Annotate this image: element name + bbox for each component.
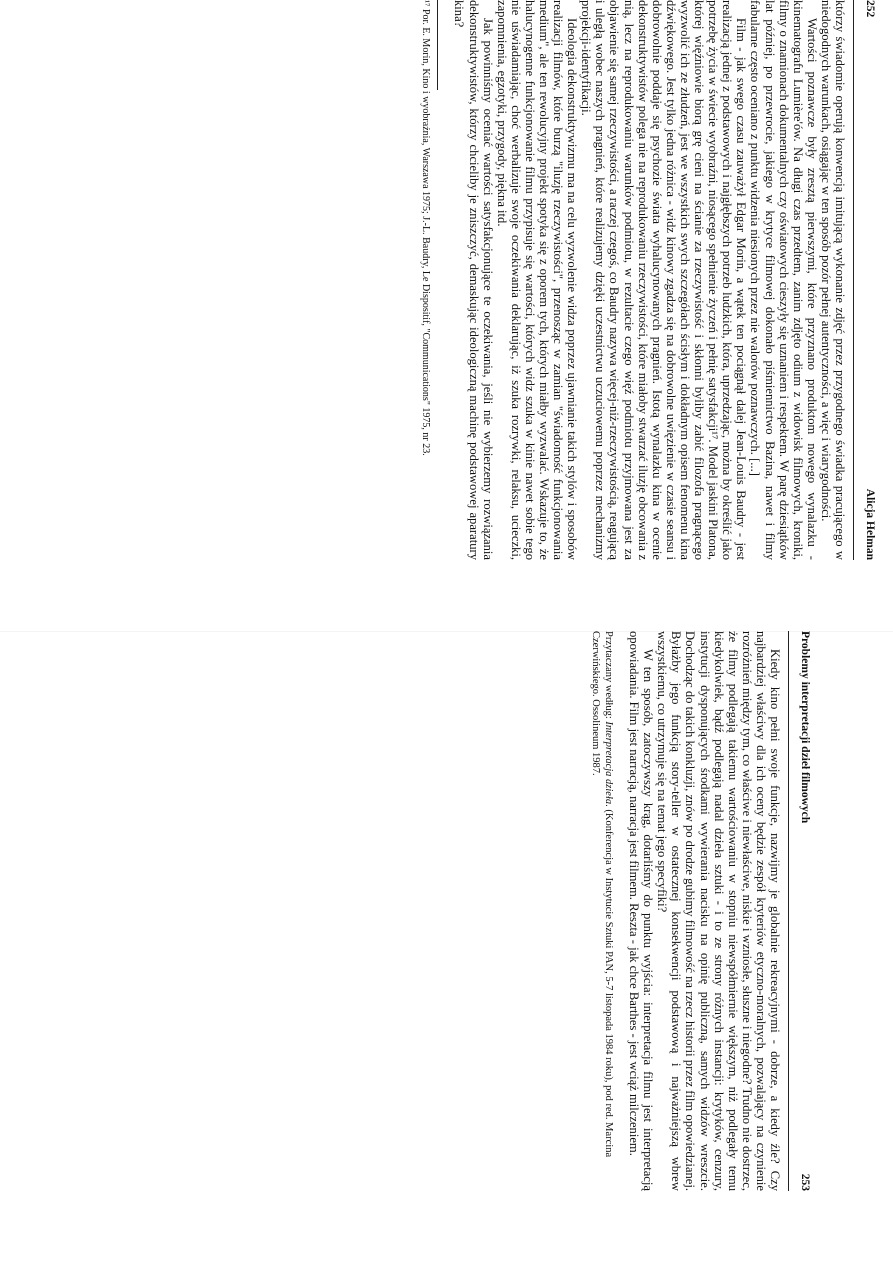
page-body — [452, 0, 847, 560]
running-head-253 — [788, 631, 815, 1191]
footnote-divider — [437, 0, 438, 90]
right-page-253 — [95, 631, 815, 1191]
paragraph: Film - jak swego czasu zauważył Edgar Morin, a wątek ten pociągnął dalej Jean-Louis Baudry - jest realizacją jednej z podstawowych i najgłębszych potrzeb ludzkich, która, uprzedzając, można by określić jako potrzebę życia w świecie wyobraźni, niosącego spełnienie życzeń i pełnię satysfakcji¹⁷. Model jaskini Platona, której więźniowie biorą grę cieni na ścianie za rzeczywistość i skłonni byliby zabić filozofa pragnącego wyzwolić ich ze złudzeń, jest we wszystkich swych szczegółach ścisłym i dokładnym opisem fenomenu kina dźwiękowego. Jest tylko jedna różnica - widz kinowy zgadza się na dobrowolne uwięzienie w czasie seansu i dobrowolnie poddaje się psychozie świata wyhalucynowanych pragnień. Istotą wynalazku kina w ocenie dekonstruktywistów polega nie na reprodukowaniu rzeczywistości, które miałoby stwarzać iluzję obcowania z nią, lecz na reprodukowaniu warunków podmiotu, w rezultacie czego więź podmiotu przyjmowana jest za objawienie się samej rzeczywistości, a raczej czegoś, co Baudry nazywa więcej-niż-rzeczywistością, reagującą i uległą wobec naszych pragnień, które realizujemy dzięki uczestnictwu uczuciowemu poprzez mechanizmy projekcji-identyfikacji. — [579, 0, 749, 560]
page-number: 252 — [864, 0, 876, 18]
page-body — [627, 631, 782, 1191]
running-head-title: Problemy interpretacji dzieł filmowych — [799, 631, 811, 824]
paragraph: którzy świadomie operują konwencją imitującą wykonanie zdjęć przez przygodnego świadka pracującego w niedogodnych warunkach, osiągając w ten sposób pozór pełnej autentyczności, a więc i wiarygodności. — [818, 0, 847, 560]
paragraph: Kiedy kino pełni swoje funkcje, nazwijmy je globalnie rekreacyjnymi - dobrze, a kiedy źle? Czy najbardziej właściwy dla ich oceny będzie zespół kryteriów etyczno-moralnych, pozwalający na czynienie rozróżnień między tym, co właściwe i niewłaściwe, niskie i wzniosłe, słuszne i niegodne? Trudno nie dostrzec, że filmy podlegają takiemu wartościowaniu w stopniu niewspółmiernie większym, niż podlegały temu kiedykolwiek, bądź podlegają nadal dzieła sztuki - i to ze strony różnych instancji: krytyków, cenzury, instytucji dysponujących środkami wywierania nacisku na opinię publiczną, samych widzów wreszcie. Dochodząc do takich konkluzji, znów po drodze gubimy filmowość na rzecz historii przez film opowiedzianej. Byłażby jego funkcją story-teller w ostatecznej konsekwencji podstawową i najważniejszą wbrew wszystkiemu, co utrzymuje się na temat jego specyfiki? — [655, 631, 782, 1191]
source-note-title: Interpretacja dzieła — [602, 721, 614, 805]
left-page-252 — [160, 0, 880, 560]
footnote: ¹⁷ Por. E. Morin, Kino i wyobraźnia, Warszawa 1975; J.-L. Baudry, Le Dispositif, "Communications" 1975, nr 23. — [420, 0, 432, 456]
source-note — [589, 631, 615, 1191]
source-note-rest: . (Konferencja w Instytucie Sztuki PAN, 5-7 listopada 1984 roku), pod red. Marcina Czerwińskiego. Ossolineum 1987. — [589, 631, 614, 1158]
paragraph: Wartości poznawcze były zresztą pierwszymi, które przyznano produktom nowego wynalazku - kinematografu Lumière'ów. Na długi czas przedtem, zanim zdjęto odium z widowisk filmowych, kroniki, filmy o znamionach dokumentalnych czy oświatowych cieszyły się uznaniem i respektem. W parę dziesiątków lat później, po przewrocie, jakiego w krytyce filmowej dokonało piśmiennictwo Bazina, nawet i filmy fabularne często oceniano z punktu widzenia niesionych przez nie walorów poznawczych. [...] — [748, 0, 819, 560]
running-head-title: Alicja Helman — [864, 488, 876, 560]
scan-lower-half — [0, 631, 893, 1263]
source-note-prefix: Przytaczany według: — [602, 631, 614, 722]
running-head-252 — [853, 0, 880, 560]
paragraph: Jak powinniśmy oceniać wartości satysfakcjonujące te oczekiwania, jeśli nie wybierzemy rozwiązania dekonstruktywistów, którzy chcieliby je zniszczyć, demaskując ideologiczną machinę podstawowej aparatury kina? — [452, 0, 495, 560]
page-number: 253 — [799, 1173, 811, 1191]
paragraph: W ten sposób, zatoczywszy krąg, dotarliśmy do punktu wyjścia: interpretacja filmu jest interpretacją opowiadania. Film jest narracją, narracja jest filmem. Reszta - jak chce Barthes - jest wciąż milczeniem. — [627, 631, 656, 1191]
paragraph: Ideologia dekonstruktywizmu ma na celu wyzwolenie widza poprzez ujawnianie takich stylów i sposobów realizacji filmów, które burzą "iluzję rzeczywistości", przenosząc w zamian "świadomość funkcjonowania medium", ale ten rewolucyjny projekt spotyka się z oporem tych, których miałby wyzwalać. Wskazuje to, że halucynogenne funkcjonowanie filmu przypisuje się wartości, których widz szuka w kinie nawet sobie tego nie uświadamiając, choć werbalizuje swoje oczekiwania deklarując, iż szuka rozrywki, relaksu, ucieczki, zapomnienia, egzotyki, przygody, piękna itd. — [494, 0, 580, 560]
